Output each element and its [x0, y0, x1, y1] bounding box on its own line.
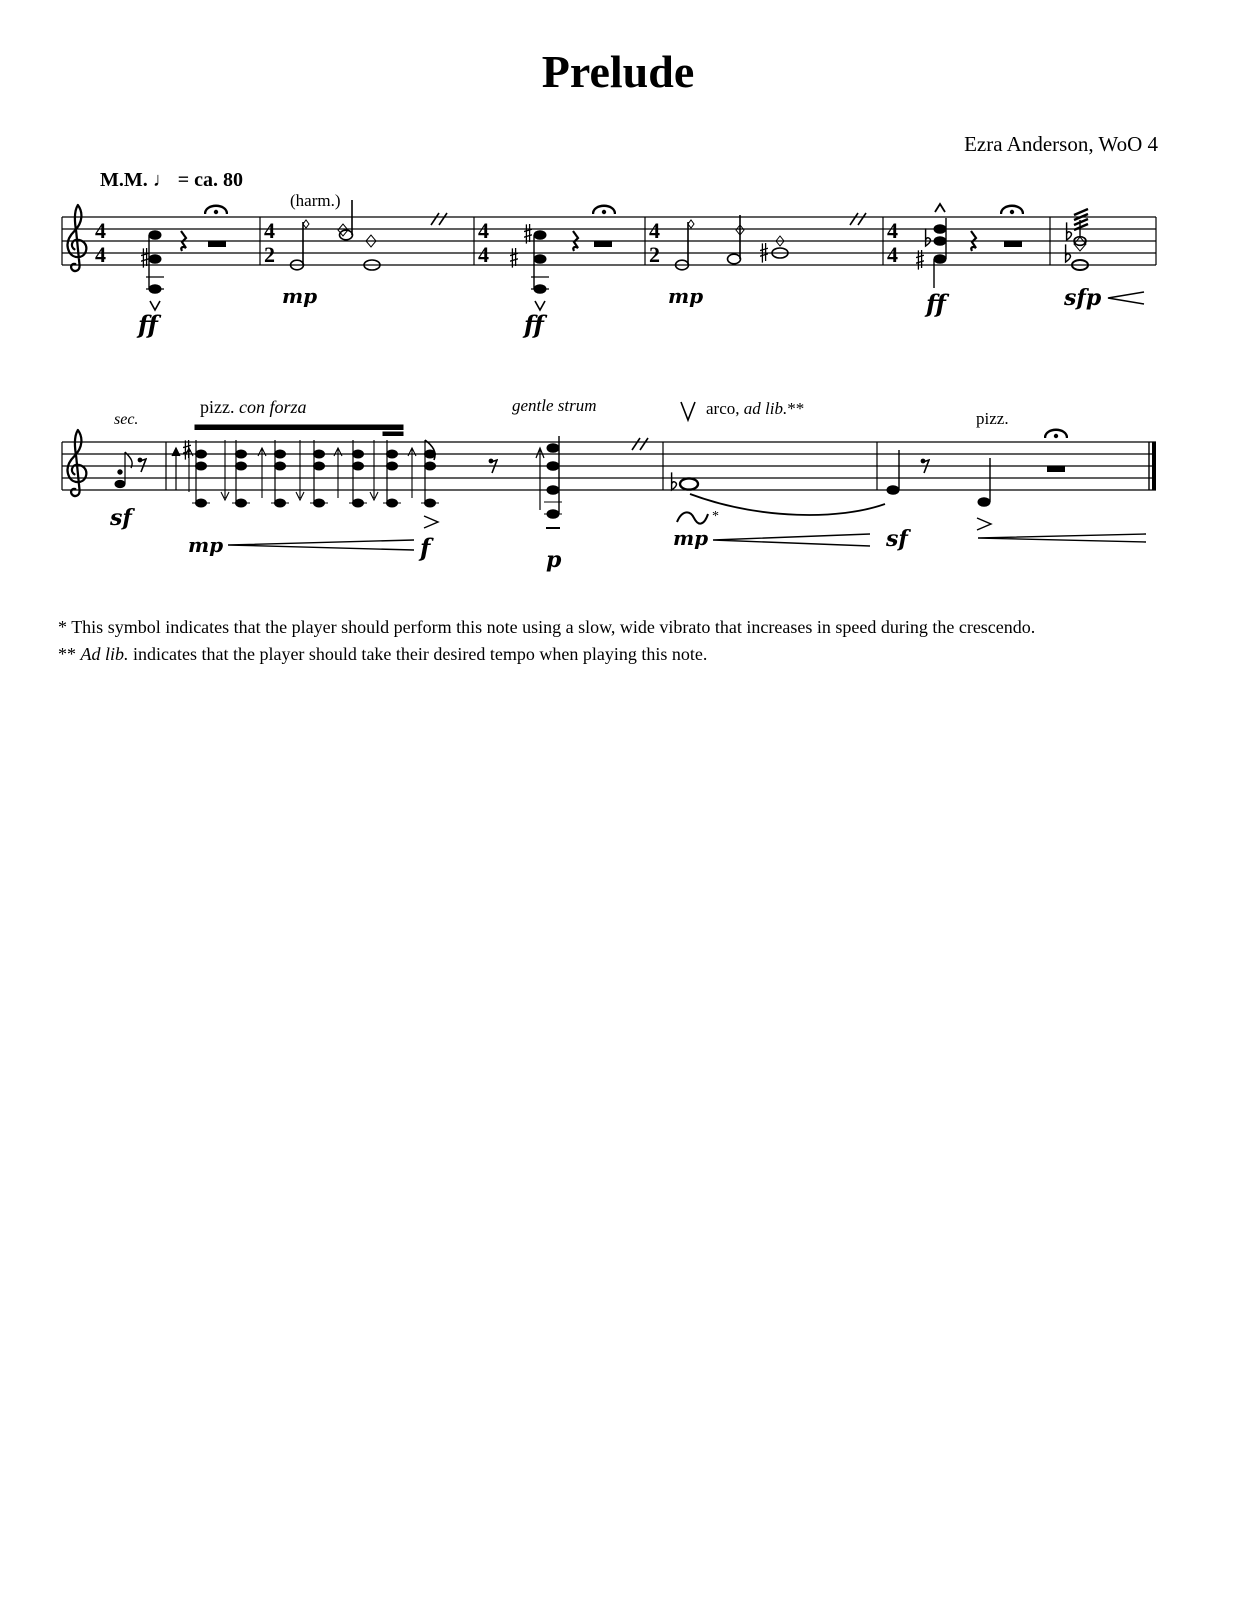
dynamic-p: p [546, 547, 562, 573]
vibrato-star: * [712, 509, 719, 524]
crescendo-hairpin [713, 534, 870, 546]
dynamic-mp-1: mp [282, 284, 318, 308]
sharp-icon [760, 242, 768, 263]
ts-4-4-bottom: 4 [95, 242, 106, 267]
dynamic-mp-3: mp [188, 533, 224, 557]
ts-4-4-top-3: 4 [887, 218, 898, 243]
chord-m1 [146, 231, 164, 310]
ts-4-4-bottom-3: 4 [887, 242, 898, 267]
eighth-rest-icon [138, 458, 146, 472]
half-rest-icon [208, 241, 226, 247]
svg-text:M.M. ♩ = ca. 80 [100, 169, 243, 191]
footnote-2: ** Ad lib. indicates that the player should take their desired tempo when playing this note. [58, 644, 708, 664]
dynamic-mp-4: mp [673, 526, 709, 550]
dynamic-sf-2: sf [886, 526, 908, 552]
piece-title: Prelude [541, 46, 695, 97]
vibrato-icon [677, 512, 708, 523]
flat-icon [672, 472, 677, 490]
pizz-marking: pizz. [976, 409, 1009, 428]
fermata-icon [1045, 430, 1067, 438]
tempo-value: = ca. 80 [177, 169, 244, 191]
ts-4-4-bottom-2: 4 [478, 242, 489, 267]
upbow-icon [681, 402, 695, 420]
chord-m3 [531, 231, 549, 310]
composer-credit: Ezra Anderson, WoO 4 [964, 132, 1158, 156]
half-rest-icon [1047, 466, 1065, 472]
quarter-note [977, 458, 991, 530]
dynamic-mp-2: mp [668, 284, 704, 308]
ts-4-2-bottom-2: 2 [649, 242, 660, 267]
treble-clef-icon [67, 205, 86, 271]
crescendo-hairpin [228, 540, 414, 550]
ts-4-4-top-2: 4 [478, 218, 489, 243]
flat-icon [926, 228, 931, 246]
footnotes [58, 614, 1188, 668]
half-rest-icon [1004, 241, 1022, 247]
sec-marking: sec. [114, 411, 139, 428]
footnote-1: * This symbol indicates that the player should perform this note using a slow, wide vibrato that increases in speed during the crescendo. [58, 617, 1036, 637]
grace-note [115, 452, 132, 488]
harm-marking: (harm.) [290, 191, 341, 210]
eighth-note [887, 450, 899, 494]
fermata-icon [1001, 206, 1023, 214]
ts-4-2-top-2: 4 [649, 218, 660, 243]
dynamic-sf-1: sf [110, 505, 132, 531]
dynamic-ff-2: ff [524, 310, 544, 339]
music-notation [0, 0, 1236, 600]
sharp-icon [916, 249, 924, 270]
gentle-strum-marking: gentle strum [512, 396, 597, 415]
whole-note-tied [680, 478, 885, 515]
ts-4-4-top: 4 [95, 218, 106, 243]
decrescendo-hairpin [978, 534, 1146, 542]
treble-clef-icon [67, 430, 86, 496]
crescendo-hairpin [1108, 292, 1144, 304]
half-rest-icon [594, 241, 612, 247]
dynamic-f: f [420, 533, 431, 562]
dynamic-ff-1: ff [138, 310, 158, 339]
dynamic-ff-3: ff [926, 289, 946, 318]
tremolo-chord [1072, 209, 1088, 270]
ts-4-2-top: 4 [264, 218, 275, 243]
fermata-icon [593, 206, 615, 214]
ts-4-2-bottom: 2 [264, 242, 275, 267]
strum-chord [536, 436, 648, 528]
harmonic-notes [291, 200, 448, 270]
system-2 [62, 442, 1156, 490]
fermata-icon [205, 206, 227, 214]
strummed-chords [172, 425, 439, 528]
tempo-label: M.M. [100, 169, 148, 191]
dynamic-sfp: sfp [1064, 285, 1102, 311]
arco-ad-lib: arco, ad lib.** [706, 399, 805, 418]
pizz-con-forza: pizz. con forza [200, 397, 307, 417]
tempo-note: ♩ [152, 169, 173, 191]
flat-icon [1067, 222, 1072, 240]
